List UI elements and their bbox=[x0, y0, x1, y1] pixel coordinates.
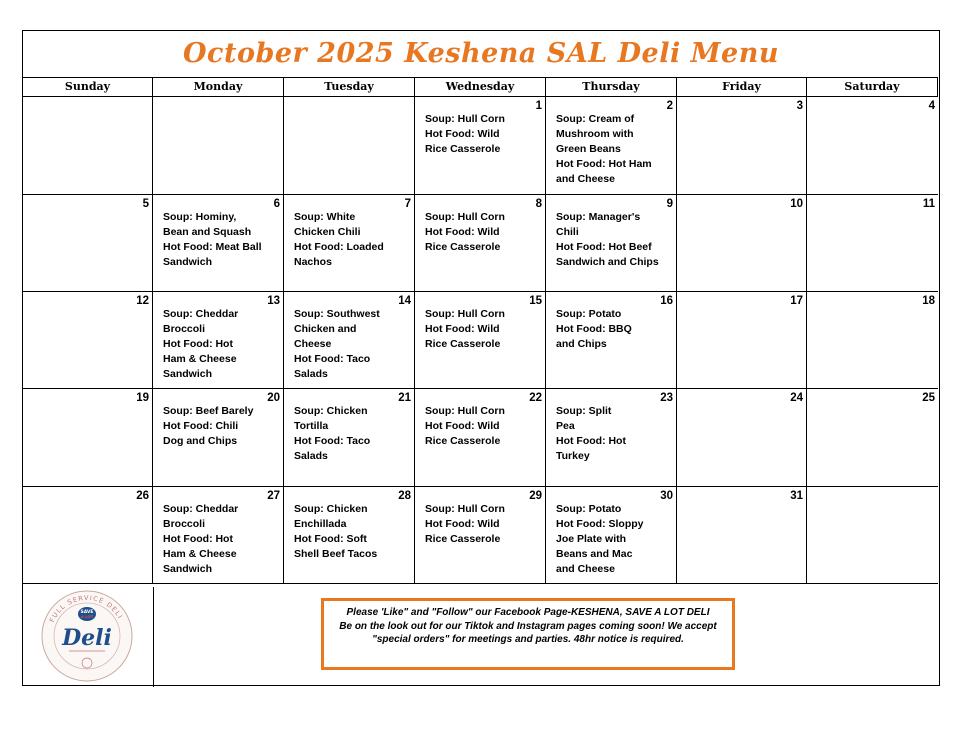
menu-line: Chili bbox=[556, 226, 579, 238]
menu-line: Soup: Potato bbox=[556, 308, 622, 320]
menu-line: Soup: Hull Corn bbox=[425, 308, 505, 320]
day-cell bbox=[807, 97, 938, 195]
day-number: 2 bbox=[666, 100, 673, 112]
day-cell bbox=[807, 389, 938, 487]
menu-line: Soup: Hull Corn bbox=[425, 113, 505, 125]
day-cell bbox=[546, 292, 677, 389]
day-number: 1 bbox=[535, 100, 542, 112]
day-cell bbox=[284, 97, 415, 195]
menu-line: Ham & Cheese bbox=[163, 353, 237, 365]
menu-entry bbox=[425, 210, 531, 255]
day-cell bbox=[546, 97, 677, 195]
menu-entry bbox=[163, 307, 269, 382]
day-cell bbox=[807, 292, 938, 389]
day-number: 21 bbox=[398, 392, 411, 404]
day-cell bbox=[23, 292, 153, 389]
svg-text:A LOT: A LOT bbox=[80, 614, 94, 619]
day-number: 4 bbox=[928, 100, 935, 112]
day-number: 22 bbox=[529, 392, 542, 404]
menu-line: Hot Food: Wild bbox=[425, 323, 500, 335]
menu-line: Soup: Split bbox=[556, 405, 612, 417]
menu-entry bbox=[556, 210, 662, 270]
menu-line: Soup: Hull Corn bbox=[425, 503, 505, 515]
menu-line: Chicken Chili bbox=[294, 226, 361, 238]
day-number: 11 bbox=[922, 198, 935, 210]
menu-line: Rice Casserole bbox=[425, 241, 501, 253]
weekday-header-tuesday: Tuesday bbox=[284, 77, 415, 97]
day-number: 29 bbox=[529, 490, 542, 502]
menu-entry bbox=[294, 404, 400, 464]
menu-entry bbox=[425, 112, 531, 157]
menu-line: Hot Food: BBQ bbox=[556, 323, 632, 335]
day-cell bbox=[807, 487, 938, 584]
menu-line: Sandwich bbox=[163, 256, 213, 268]
menu-line: Soup: Manager's bbox=[556, 211, 641, 223]
day-cell bbox=[153, 292, 284, 389]
menu-line: Soup: Cheddar bbox=[163, 308, 239, 320]
menu-line: Hot Food: Sloppy bbox=[556, 518, 644, 530]
day-cell bbox=[415, 195, 546, 292]
menu-entry bbox=[556, 502, 662, 577]
day-number: 20 bbox=[267, 392, 280, 404]
calendar-frame bbox=[22, 30, 940, 686]
day-cell bbox=[546, 195, 677, 292]
day-cell bbox=[23, 195, 153, 292]
day-number: 15 bbox=[529, 295, 542, 307]
day-number: 30 bbox=[660, 490, 673, 502]
menu-line: Green Beans bbox=[556, 143, 621, 155]
menu-line: Chicken and bbox=[294, 323, 357, 335]
day-cell bbox=[415, 97, 546, 195]
menu-entry bbox=[425, 404, 531, 449]
menu-entry bbox=[556, 404, 662, 464]
page-title: October 2025 Keshena SAL Deli Menu bbox=[183, 38, 779, 69]
menu-entry bbox=[163, 404, 269, 449]
menu-line: Soup: Hull Corn bbox=[425, 405, 505, 417]
menu-line: Hot Food: Hot Beef bbox=[556, 241, 652, 253]
menu-line: Sandwich and Chips bbox=[556, 256, 659, 268]
day-number: 19 bbox=[136, 392, 149, 404]
day-number: 25 bbox=[922, 392, 935, 404]
day-number: 31 bbox=[790, 490, 803, 502]
menu-line: Hot Food: Wild bbox=[425, 420, 500, 432]
day-number: 16 bbox=[660, 295, 673, 307]
menu-line: Soup: Hominy, bbox=[163, 211, 237, 223]
svg-text:SAVE: SAVE bbox=[80, 610, 94, 615]
logo-word: Deli bbox=[62, 625, 112, 651]
day-number: 14 bbox=[398, 295, 411, 307]
day-number: 28 bbox=[398, 490, 411, 502]
menu-line: Broccoli bbox=[163, 323, 206, 335]
menu-line: Soup: Chicken bbox=[294, 503, 368, 515]
menu-line: Hot Food: Soft bbox=[294, 533, 367, 545]
day-number: 12 bbox=[136, 295, 149, 307]
day-number: 6 bbox=[273, 198, 280, 210]
menu-line: Shell Beef Tacos bbox=[294, 548, 378, 560]
menu-line: Hot Food: Hot bbox=[163, 533, 233, 545]
menu-line: Dog and Chips bbox=[163, 435, 238, 447]
day-cell bbox=[23, 97, 153, 195]
menu-line: Soup: White bbox=[294, 211, 356, 223]
menu-line: Hot Food: Hot bbox=[556, 435, 626, 447]
notice-box bbox=[321, 598, 735, 670]
menu-line: Turkey bbox=[556, 450, 590, 462]
day-cell bbox=[415, 389, 546, 487]
day-cell bbox=[546, 487, 677, 584]
day-cell bbox=[415, 292, 546, 389]
menu-entry bbox=[556, 112, 662, 187]
day-cell bbox=[284, 389, 415, 487]
menu-line: Broccoli bbox=[163, 518, 206, 530]
menu-line: Salads bbox=[294, 450, 328, 462]
menu-entry bbox=[163, 210, 269, 270]
day-cell bbox=[153, 487, 284, 584]
day-cell bbox=[677, 487, 807, 584]
menu-line: Bean and Squash bbox=[163, 226, 252, 238]
day-number: 27 bbox=[267, 490, 280, 502]
day-cell bbox=[153, 195, 284, 292]
weekday-header-saturday: Saturday bbox=[807, 77, 938, 97]
menu-line: Hot Food: Taco bbox=[294, 435, 371, 447]
menu-entry bbox=[425, 307, 531, 352]
menu-line: Enchillada bbox=[294, 518, 347, 530]
day-cell bbox=[153, 389, 284, 487]
day-cell bbox=[284, 195, 415, 292]
menu-entry bbox=[163, 502, 269, 577]
day-cell bbox=[677, 292, 807, 389]
day-cell bbox=[415, 487, 546, 584]
menu-line: Soup: Cream of bbox=[556, 113, 635, 125]
menu-line: Sandwich bbox=[163, 368, 213, 380]
notice-line: Please 'Like" and "Follow" our Facebook Page-KESHENA, SAVE A LOT DELI bbox=[346, 607, 710, 618]
day-cell bbox=[284, 292, 415, 389]
day-cell bbox=[677, 389, 807, 487]
menu-line: Soup: Chicken bbox=[294, 405, 368, 417]
notice-line: Be on the look out for our Tiktok and Instagram pages coming soon! We accept bbox=[339, 620, 717, 632]
logo-cell bbox=[23, 587, 154, 687]
day-number: 24 bbox=[790, 392, 803, 404]
day-number: 17 bbox=[790, 295, 803, 307]
menu-line: Joe Plate with bbox=[556, 533, 627, 545]
menu-line: Hot Food: Hot bbox=[163, 338, 233, 350]
menu-line: Soup: Cheddar bbox=[163, 503, 239, 515]
deli-logo-icon bbox=[35, 589, 139, 683]
menu-line: and Cheese bbox=[556, 173, 615, 185]
menu-line: and Chips bbox=[556, 338, 607, 350]
weekday-header-friday: Friday bbox=[677, 77, 807, 97]
menu-line: Hot Food: Hot Ham bbox=[556, 158, 652, 170]
menu-line: Soup: Southwest bbox=[294, 308, 380, 320]
menu-line: Hot Food: Meat Ball bbox=[163, 241, 262, 253]
calendar-footer bbox=[23, 587, 939, 687]
day-cell bbox=[677, 195, 807, 292]
weekday-header-wednesday: Wednesday bbox=[415, 77, 546, 97]
menu-line: Nachos bbox=[294, 256, 332, 268]
day-number: 23 bbox=[660, 392, 673, 404]
menu-line: Hot Food: Loaded bbox=[294, 241, 384, 253]
menu-line: Soup: Potato bbox=[556, 503, 622, 515]
menu-line: Soup: Beef Barely bbox=[163, 405, 254, 417]
day-cell bbox=[807, 195, 938, 292]
day-number: 13 bbox=[267, 295, 280, 307]
day-number: 5 bbox=[142, 198, 149, 210]
menu-line: Salads bbox=[294, 368, 328, 380]
day-cell bbox=[677, 97, 807, 195]
weekday-header-sunday: Sunday bbox=[23, 77, 153, 97]
menu-line: Ham & Cheese bbox=[163, 548, 237, 560]
menu-entry bbox=[294, 210, 400, 270]
menu-line: Mushroom with bbox=[556, 128, 634, 140]
menu-line: Pea bbox=[556, 420, 575, 432]
day-cell bbox=[284, 487, 415, 584]
day-number: 3 bbox=[796, 100, 803, 112]
menu-line: Hot Food: Wild bbox=[425, 128, 500, 140]
menu-line: Beans and Mac bbox=[556, 548, 633, 560]
day-cell bbox=[23, 389, 153, 487]
menu-entry bbox=[294, 502, 400, 562]
day-cell bbox=[546, 389, 677, 487]
menu-line: Sandwich bbox=[163, 563, 213, 575]
day-number: 10 bbox=[790, 198, 803, 210]
day-number: 18 bbox=[922, 295, 935, 307]
menu-line: Hot Food: Chili bbox=[163, 420, 239, 432]
day-number: 9 bbox=[666, 198, 673, 210]
logo-ring-text: FULL SERVICE DELI bbox=[48, 593, 125, 624]
menu-line: and Cheese bbox=[556, 563, 615, 575]
menu-line: Cheese bbox=[294, 338, 332, 350]
menu-line: Rice Casserole bbox=[425, 143, 501, 155]
menu-entry bbox=[425, 502, 531, 547]
menu-entry bbox=[556, 307, 662, 352]
notice-line: "special orders" for meetings and parties. 48hr notice is required. bbox=[372, 634, 684, 645]
menu-line: Tortilla bbox=[294, 420, 329, 432]
day-number: 26 bbox=[136, 490, 149, 502]
day-cell bbox=[153, 97, 284, 195]
menu-line: Rice Casserole bbox=[425, 338, 501, 350]
menu-line: Soup: Hull Corn bbox=[425, 211, 505, 223]
menu-line: Hot Food: Wild bbox=[425, 518, 500, 530]
day-cell bbox=[23, 487, 153, 584]
menu-line: Rice Casserole bbox=[425, 533, 501, 545]
weekday-header-monday: Monday bbox=[153, 77, 284, 97]
menu-line: Hot Food: Wild bbox=[425, 226, 500, 238]
menu-entry bbox=[294, 307, 400, 382]
menu-line: Rice Casserole bbox=[425, 435, 501, 447]
menu-line: Hot Food: Taco bbox=[294, 353, 371, 365]
weekday-header-thursday: Thursday bbox=[546, 77, 677, 97]
day-number: 8 bbox=[535, 198, 542, 210]
day-number: 7 bbox=[404, 198, 411, 210]
